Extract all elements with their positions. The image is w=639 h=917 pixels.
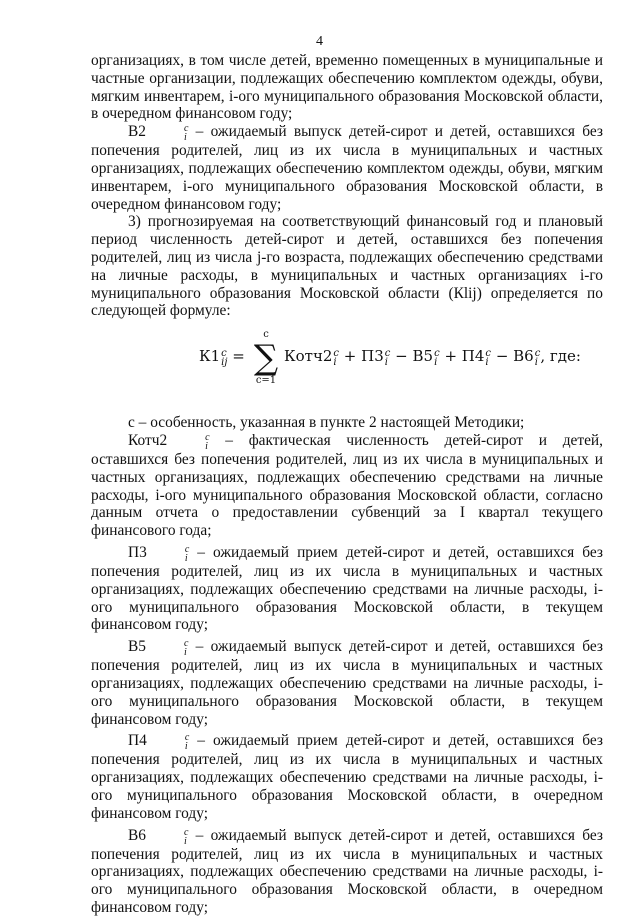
symbol-p3: П3 c i bbox=[128, 543, 190, 564]
definition-v2: В2 c i – ожидаемый выпуск детей-сирот и детей, оставшихся без попечения родителей, лиц из их числа в муниципальных и частных организациях, подлежащих обеспечению комплектом одежды, обуви, мягким инвентарем, i-ого муниципального образования Московской области, в очередном финансовом году; bbox=[91, 123, 603, 213]
definition-v5: В5 c i – ожидаемый выпуск детей-сирот и детей, оставшихся без попечения родителей, лиц из их числа в муниципальных и частных организациях, подлежащих обеспечению средствами на личные расходы, i-ого муниципального образования Московской области, в текущем финансовом году; bbox=[91, 638, 603, 728]
symbol-v5: В5 c i bbox=[128, 638, 189, 659]
formula-lhs: К1 c ij = bbox=[199, 347, 245, 369]
symbol-v6: В6 c i bbox=[128, 826, 189, 847]
definition-v6: В6 c i – ожидаемый выпуск детей-сирот и детей, оставшихся без попечения родителей, лиц из их числа в муниципальных и частных организациях, подлежащих обеспечению средствами на личные расходы, i-ого муниципального образования Московской области, в очередном финансовом году; bbox=[91, 826, 603, 916]
summation-sign: c ∑ c=1 bbox=[253, 329, 279, 387]
page-number: 4 bbox=[316, 34, 323, 49]
definition-kotch2: Котч2 c i – фактическая численность детей-сирот и детей, оставшихся без попечения родителей, лиц из их числа в муниципальных и частных организациях, подлежащих обеспечению средствами на личные расходы, i-ого муниципального образования Московской области, согласно данным отчета о предоставлении субвенций за I квартал текущего финансового года; bbox=[91, 431, 603, 540]
symbol-kotch2: Котч2 c i bbox=[128, 431, 210, 452]
paragraph-item-3: 3) прогнозируемая на соответствующий финансовый год и плановый период численность детей-сирот и детей, оставшихся без попечения родителей, лиц из числа j-го возраста, подлежащих обеспечению средствами на личные расходы, в муниципальных и частных организациях i-го муниципального образования Московской области (Кlij) определяется по следующей формуле: bbox=[91, 213, 603, 320]
formula-rhs: Котч2 c i + П3 c i − В5 c i + П4 c i − В6 c i , где: bbox=[284, 347, 581, 369]
formula-k1 bbox=[91, 328, 603, 400]
symbol-v2: В2 c i bbox=[128, 123, 189, 144]
paragraph-continuation: организациях, в том числе детей, временно помещенных в муниципальные и частные организации, подлежащих обеспечению комплектом одежды, обуви, мягким инвентарем, i-ого муниципального образования Московской области, в очередном финансовом году; bbox=[91, 52, 603, 123]
document-body bbox=[91, 52, 603, 917]
definition-c: с – особенность, указанная в пункте 2 настоящей Методики; bbox=[128, 414, 525, 432]
symbol-p4: П4 c i bbox=[128, 732, 190, 753]
definition-p4: П4 c i – ожидаемый прием детей-сирот и детей, оставшихся без попечения родителей, лиц из их числа в муниципальных и частных организациях, подлежащих обеспечению средствами на личные расходы, i-ого муниципального образования Московской области, в очередном финансовом году; bbox=[91, 732, 603, 822]
definition-p3: П3 c i – ожидаемый прием детей-сирот и детей, оставшихся без попечения родителей, лиц из их числа в муниципальных и частных организациях, подлежащих обеспечению средствами на личные расходы, i-ого муниципального образования Московской области, в текущем финансовом году; bbox=[91, 543, 603, 634]
